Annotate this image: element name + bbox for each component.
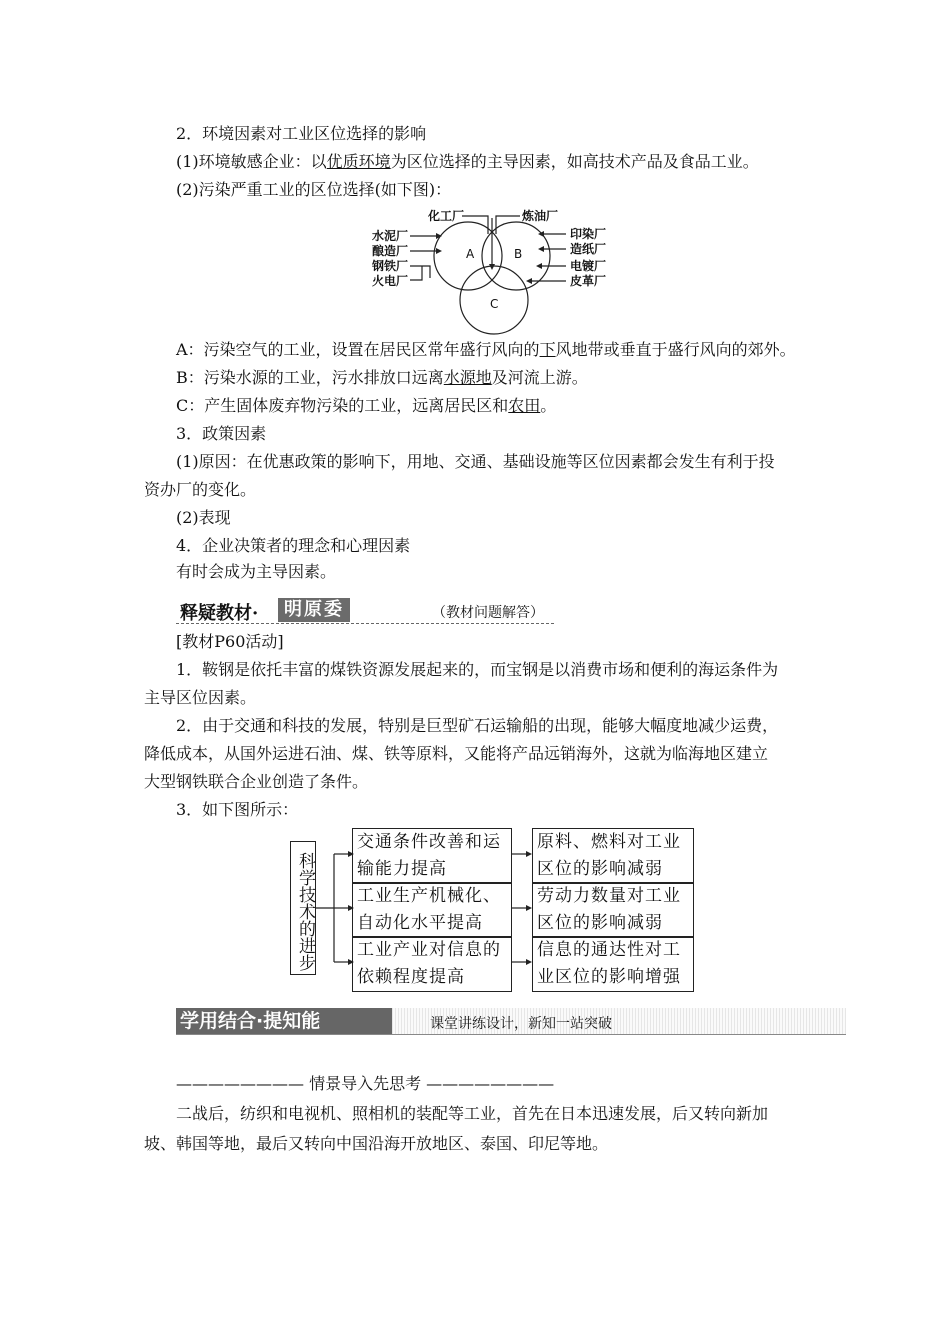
flow-effect-3 bbox=[532, 936, 694, 992]
venn-label-a: A bbox=[466, 247, 475, 261]
flow-effect-2 bbox=[532, 882, 694, 938]
flow-cause-3 bbox=[352, 936, 512, 992]
venn-right-2: 造纸厂 bbox=[570, 242, 607, 256]
answer-1: 1．鞍钢是依托丰富的煤铁资源发展起来的，而宝钢是以消费市场和便利的海运条件为 bbox=[176, 660, 779, 679]
venn-right-4: 皮革厂 bbox=[570, 274, 607, 288]
line: 工业产业对信息的 bbox=[357, 940, 501, 960]
line: 输能力提高 bbox=[357, 859, 447, 879]
section-3-item-1: (1)原因：在优惠政策的影响下，用地、交通、基础设施等区位因素都会发生有利于投 bbox=[176, 452, 775, 471]
intro-line-1: 二战后，纺织和电视机、照相机的装配等工业，首先在日本迅速发展，后又转向新加 bbox=[176, 1104, 769, 1123]
line: 信息的通达性对工 bbox=[537, 940, 681, 960]
text: 风地带或垂直于盛行风向的郊外。 bbox=[555, 340, 796, 359]
section-4-text: 有时会成为主导因素。 bbox=[176, 562, 337, 581]
pollution-venn-diagram bbox=[370, 204, 620, 344]
header-label: 释疑教材· bbox=[180, 603, 259, 624]
line: 依赖程度提高 bbox=[357, 967, 465, 987]
underlined-term: 农田 bbox=[508, 396, 541, 415]
venn-right-1: 印染厂 bbox=[570, 227, 607, 241]
venn-left-1: 水泥厂 bbox=[372, 229, 409, 243]
line: 区位的影响减弱 bbox=[537, 913, 663, 933]
answer-2-cont-1: 降低成本，从国外运进石油、煤、铁等原料，又能将产品远销海外，这就为临海地区建立 bbox=[144, 744, 769, 763]
flow-cause-1 bbox=[352, 828, 512, 884]
venn-left-2: 酿造厂 bbox=[372, 244, 409, 258]
underlined-term: 水源地 bbox=[443, 368, 492, 387]
section-3-item-1-cont: 资办厂的变化。 bbox=[144, 480, 257, 499]
note-a bbox=[176, 340, 796, 360]
underlined-term: 优质环境 bbox=[326, 152, 391, 171]
venn-left-4: 火电厂 bbox=[372, 274, 409, 288]
header-label: 学用结合·提知能 bbox=[176, 1008, 392, 1034]
section-3-title: 3．政策因素 bbox=[176, 424, 267, 443]
note-c bbox=[176, 396, 556, 416]
header-subtitle: 课堂讲练设计，新知一站突破 bbox=[430, 1016, 612, 1032]
section-header-explain bbox=[176, 598, 554, 624]
section-2-title: 2．环境因素对工业区位选择的影响 bbox=[176, 124, 427, 143]
note-b bbox=[176, 368, 588, 388]
underlined-term: 下 bbox=[539, 340, 556, 359]
line: 业区位的影响增强 bbox=[537, 967, 681, 987]
line: 工业生产机械化、 bbox=[357, 886, 501, 906]
header-highlight: 明原委 bbox=[278, 598, 350, 622]
textbook-ref: [教材P60活动] bbox=[176, 632, 284, 651]
venn-right-3: 电镀厂 bbox=[570, 259, 607, 273]
line: 交通条件改善和运 bbox=[357, 832, 501, 852]
line: 区位的影响减弱 bbox=[537, 859, 663, 879]
venn-label-c: C bbox=[490, 297, 499, 311]
section-2-item-2: (2)污染严重工业的区位选择(如下图)： bbox=[176, 180, 452, 199]
venn-left-3: 钢铁厂 bbox=[372, 259, 409, 273]
text: 。 bbox=[540, 396, 557, 415]
answer-2: 2．由于交通和科技的发展，特别是巨型矿石运输船的出现，能够大幅度地减少运费， bbox=[176, 716, 779, 735]
text: A：污染空气的工业，设置在居民区常年盛行风向的 bbox=[176, 340, 540, 359]
answer-1-cont: 主导区位因素。 bbox=[144, 688, 257, 707]
intro-divider: ———————— 情景导入先思考 ———————— bbox=[176, 1074, 555, 1093]
text: B：污染水源的工业，污水排放口远离 bbox=[176, 368, 444, 387]
section-2-item-1 bbox=[176, 152, 759, 172]
line: 自动化水平提高 bbox=[357, 913, 483, 933]
venn-top-left: 化工厂 bbox=[428, 209, 465, 223]
answer-3: 3．如下图所示： bbox=[176, 800, 299, 819]
section-4-title: 4．企业决策者的理念和心理因素 bbox=[176, 536, 411, 555]
section-header-practice bbox=[176, 1008, 846, 1035]
venn-top-right: 炼油厂 bbox=[522, 209, 559, 223]
section-3-item-2: (2)表现 bbox=[176, 508, 231, 527]
venn-label-b: B bbox=[514, 247, 523, 261]
text: 及河流上游。 bbox=[491, 368, 588, 387]
text: C：产生固体废弃物污染的工业，远离居民区和 bbox=[176, 396, 509, 415]
line: 劳动力数量对工业 bbox=[537, 886, 681, 906]
text: (1)环境敏感企业：以 bbox=[176, 152, 327, 171]
answer-2-cont-2: 大型钢铁联合企业创造了条件。 bbox=[144, 772, 369, 791]
line: 原料、燃料对工业 bbox=[537, 832, 681, 852]
flow-source-box: 科学技术的进步 bbox=[290, 841, 316, 975]
flow-cause-2 bbox=[352, 882, 512, 938]
intro-line-2: 坡、韩国等地，最后又转向中国沿海开放地区、泰国、印尼等地。 bbox=[144, 1134, 609, 1153]
dashed-rule bbox=[176, 623, 554, 624]
header-subtitle: （教材问题解答） bbox=[432, 605, 544, 621]
flow-effect-1 bbox=[532, 828, 694, 884]
text: 为区位选择的主导因素，如高技术产品及食品工业。 bbox=[390, 152, 759, 171]
